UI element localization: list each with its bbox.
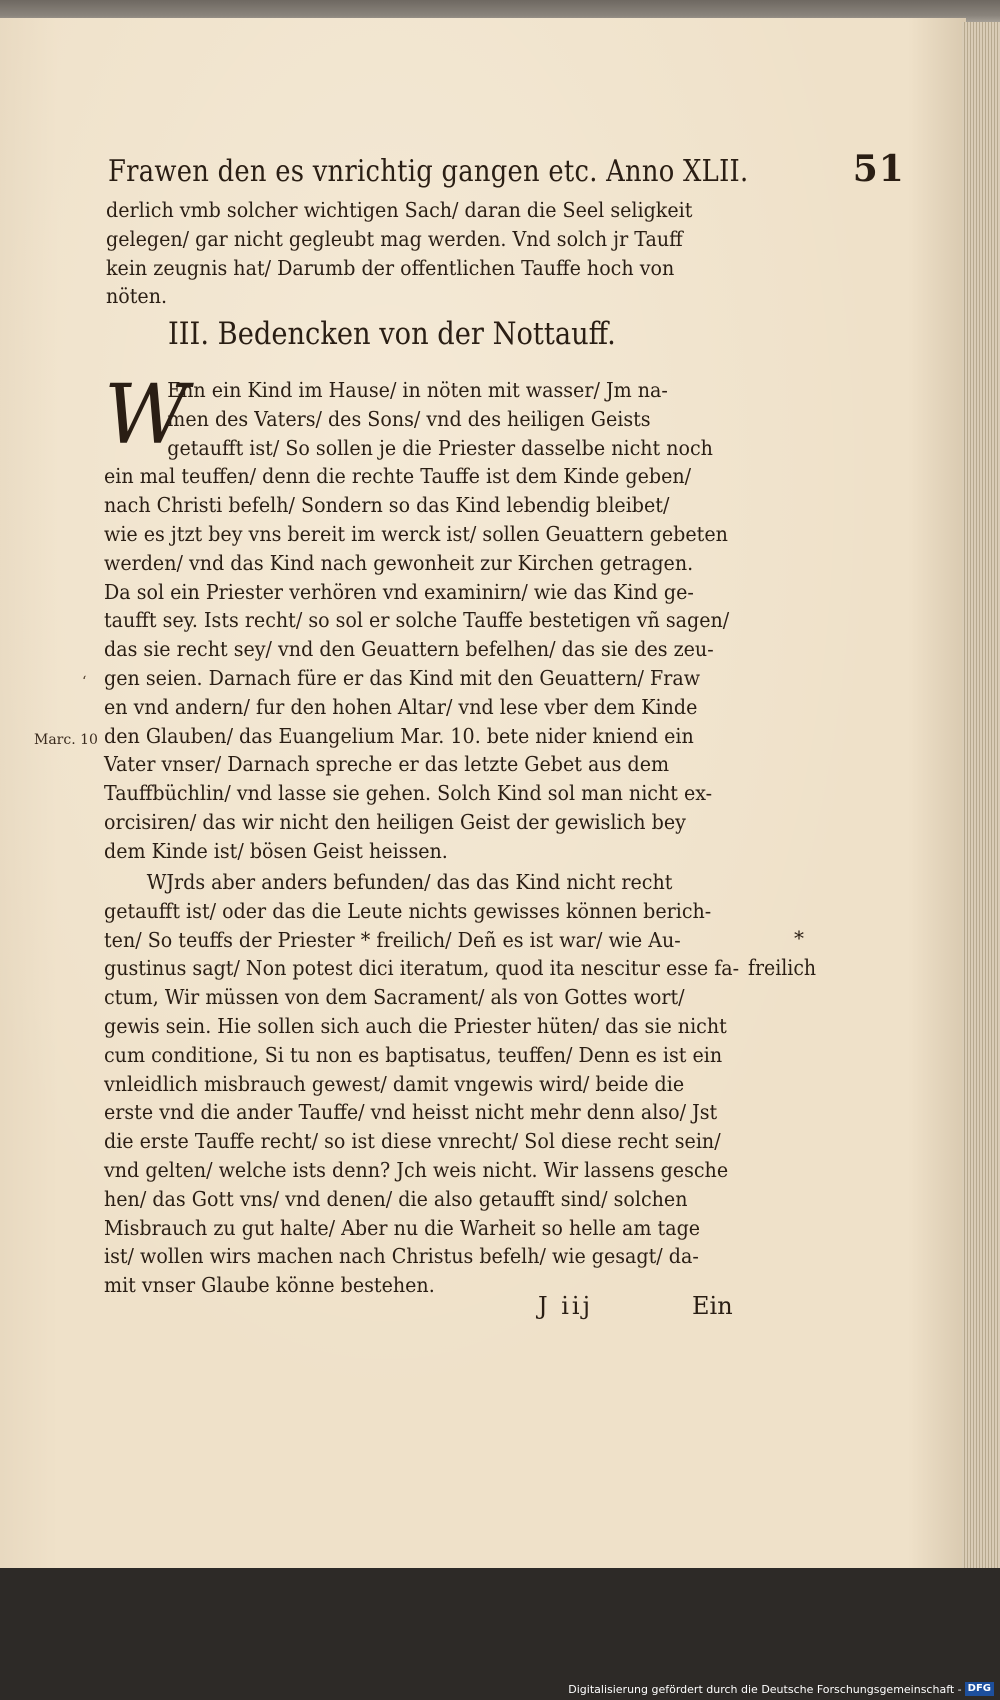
- text-line: Misbrauch zu gut halte/ Aber nu die Warheit so helle am tage: [104, 1215, 701, 1240]
- drop-cap: W: [104, 368, 189, 463]
- text-line: vnleidlich misbrauch gewest/ damit vngewis wird/ beide die: [104, 1071, 685, 1096]
- credit-text: Digitalisierung gefördert durch die Deutsche Forschungsgemeinschaft -: [568, 1682, 962, 1696]
- text-line: ist/ wollen wirs machen nach Christus befelh/ wie gesagt/ da-: [104, 1244, 699, 1269]
- paragraph-2: [104, 868, 744, 1300]
- text-line: wie es jtzt bey vns bereit im werck ist/ sollen Geuattern gebeten: [104, 521, 728, 546]
- text-line: derlich vmb solcher wichtigen Sach/ daran die Seel seligkeit: [106, 198, 693, 222]
- margin-note: freilich: [748, 956, 817, 980]
- text-line: ten/ So teuffs der Priester * freilich/ Deñ es ist war/ wie Au-: [104, 927, 681, 952]
- intro-text: [106, 196, 746, 311]
- text-line: getaufft ist/ oder das die Leute nichts gewisses können berich-: [104, 898, 712, 923]
- footer-credit: [568, 1681, 994, 1697]
- margin-mark: *: [794, 926, 804, 950]
- text-line: orcisiren/ das wir nicht den heiligen Geist der gewislich bey: [104, 809, 686, 834]
- text-line: ein mal teuffen/ denn die rechte Tauffe ist dem Kinde geben/: [104, 464, 692, 489]
- text-line: Da sol ein Priester verhören vnd examinirn/ wie das Kind ge-: [104, 579, 694, 604]
- page-number: 51: [852, 148, 905, 190]
- text-line: mit vnser Glaube könne bestehen.: [104, 1273, 435, 1298]
- text-line: vnd gelten/ welche ists denn? Jch weis nicht. Wir lassens gesche: [104, 1157, 729, 1182]
- text-line: gelegen/ gar nicht gegleubt mag werden. Vnd solch jr Tauff: [106, 226, 683, 251]
- text-line: taufft sey. Ists recht/ so sol er solche Tauffe bestetigen vñ sagen/: [104, 608, 730, 633]
- text-line: hen/ das Gott vns/ vnd denen/ die also getaufft sind/ solchen: [104, 1186, 688, 1211]
- text-line: den Glauben/ das Euangelium Mar. 10. bete nider kniend ein: [104, 723, 694, 748]
- paragraph-1: [104, 368, 744, 866]
- text-line: en vnd andern/ fur den hohen Altar/ vnd lese vber dem Kinde: [104, 694, 698, 719]
- text-line: cum conditione, Si tu non es baptisatus, teuffen/ Denn es ist ein: [104, 1042, 723, 1067]
- text-line: ctum, Wir müssen von dem Sacrament/ als von Gottes wort/: [104, 985, 685, 1010]
- dfg-logo: DFG: [965, 1682, 994, 1696]
- text-line: men des Vaters/ des Sons/ vnd des heiligen Geists: [167, 406, 651, 431]
- text-line: die erste Tauffe recht/ so ist diese vnrecht/ Sol diese recht sein/: [104, 1129, 721, 1154]
- margin-dot: ‘: [82, 674, 87, 690]
- text-line: kein zeugnis hat/ Darumb der offentlichen Tauffe hoch von: [106, 255, 675, 280]
- page-header: [108, 148, 905, 196]
- text-line: das sie recht sey/ vnd den Geuattern befelhen/ das sie des zeu-: [104, 637, 714, 662]
- text-line: dem Kinde ist/ bösen Geist heissen.: [104, 838, 448, 863]
- text-line: Tauffbüchlin/ vnd lasse sie gehen. Solch Kind sol man nicht ex-: [104, 781, 713, 806]
- text-line: nöten.: [106, 284, 168, 309]
- text-line: Vater vnser/ Darnach spreche er das letzte Gebet aus dem: [104, 752, 670, 777]
- catchword: Ein: [692, 1292, 733, 1320]
- section-heading: III. Bedencken von der Nottauff.: [168, 316, 616, 352]
- text-line: werden/ vnd das Kind nach gewonheit zur Kirchen getragen.: [104, 550, 694, 575]
- text-line: getaufft ist/ So sollen je die Priester dasselbe nicht noch: [167, 435, 713, 460]
- text-line: gustinus sagt/ Non potest dici iteratum, quod ita nescitur esse fa-: [104, 956, 740, 981]
- text-line: Enn ein Kind im Hause/ in nöten mit wasser/ Jm na-: [167, 378, 668, 402]
- text-line: WJrds aber anders befunden/ das das Kind nicht recht: [146, 870, 673, 894]
- text-line: gewis sein. Hie sollen sich auch die Priester hüten/ das sie nicht: [104, 1013, 727, 1038]
- text-line: erste vnd die ander Tauffe/ vnd heisst nicht mehr denn also/ Jst: [104, 1100, 718, 1125]
- signature-mark: J iij: [538, 1292, 594, 1320]
- running-title: Frawen den es vnrichtig gangen etc. Anno XLII.: [108, 154, 749, 189]
- page-edges: [962, 22, 1000, 1572]
- margin-reference: Marc. 10: [34, 732, 98, 748]
- text-line: gen seien. Darnach füre er das Kind mit den Geuattern/ Fraw: [104, 665, 701, 690]
- text-line: nach Christi befelh/ Sondern so das Kind lebendig bleibet/: [104, 493, 670, 518]
